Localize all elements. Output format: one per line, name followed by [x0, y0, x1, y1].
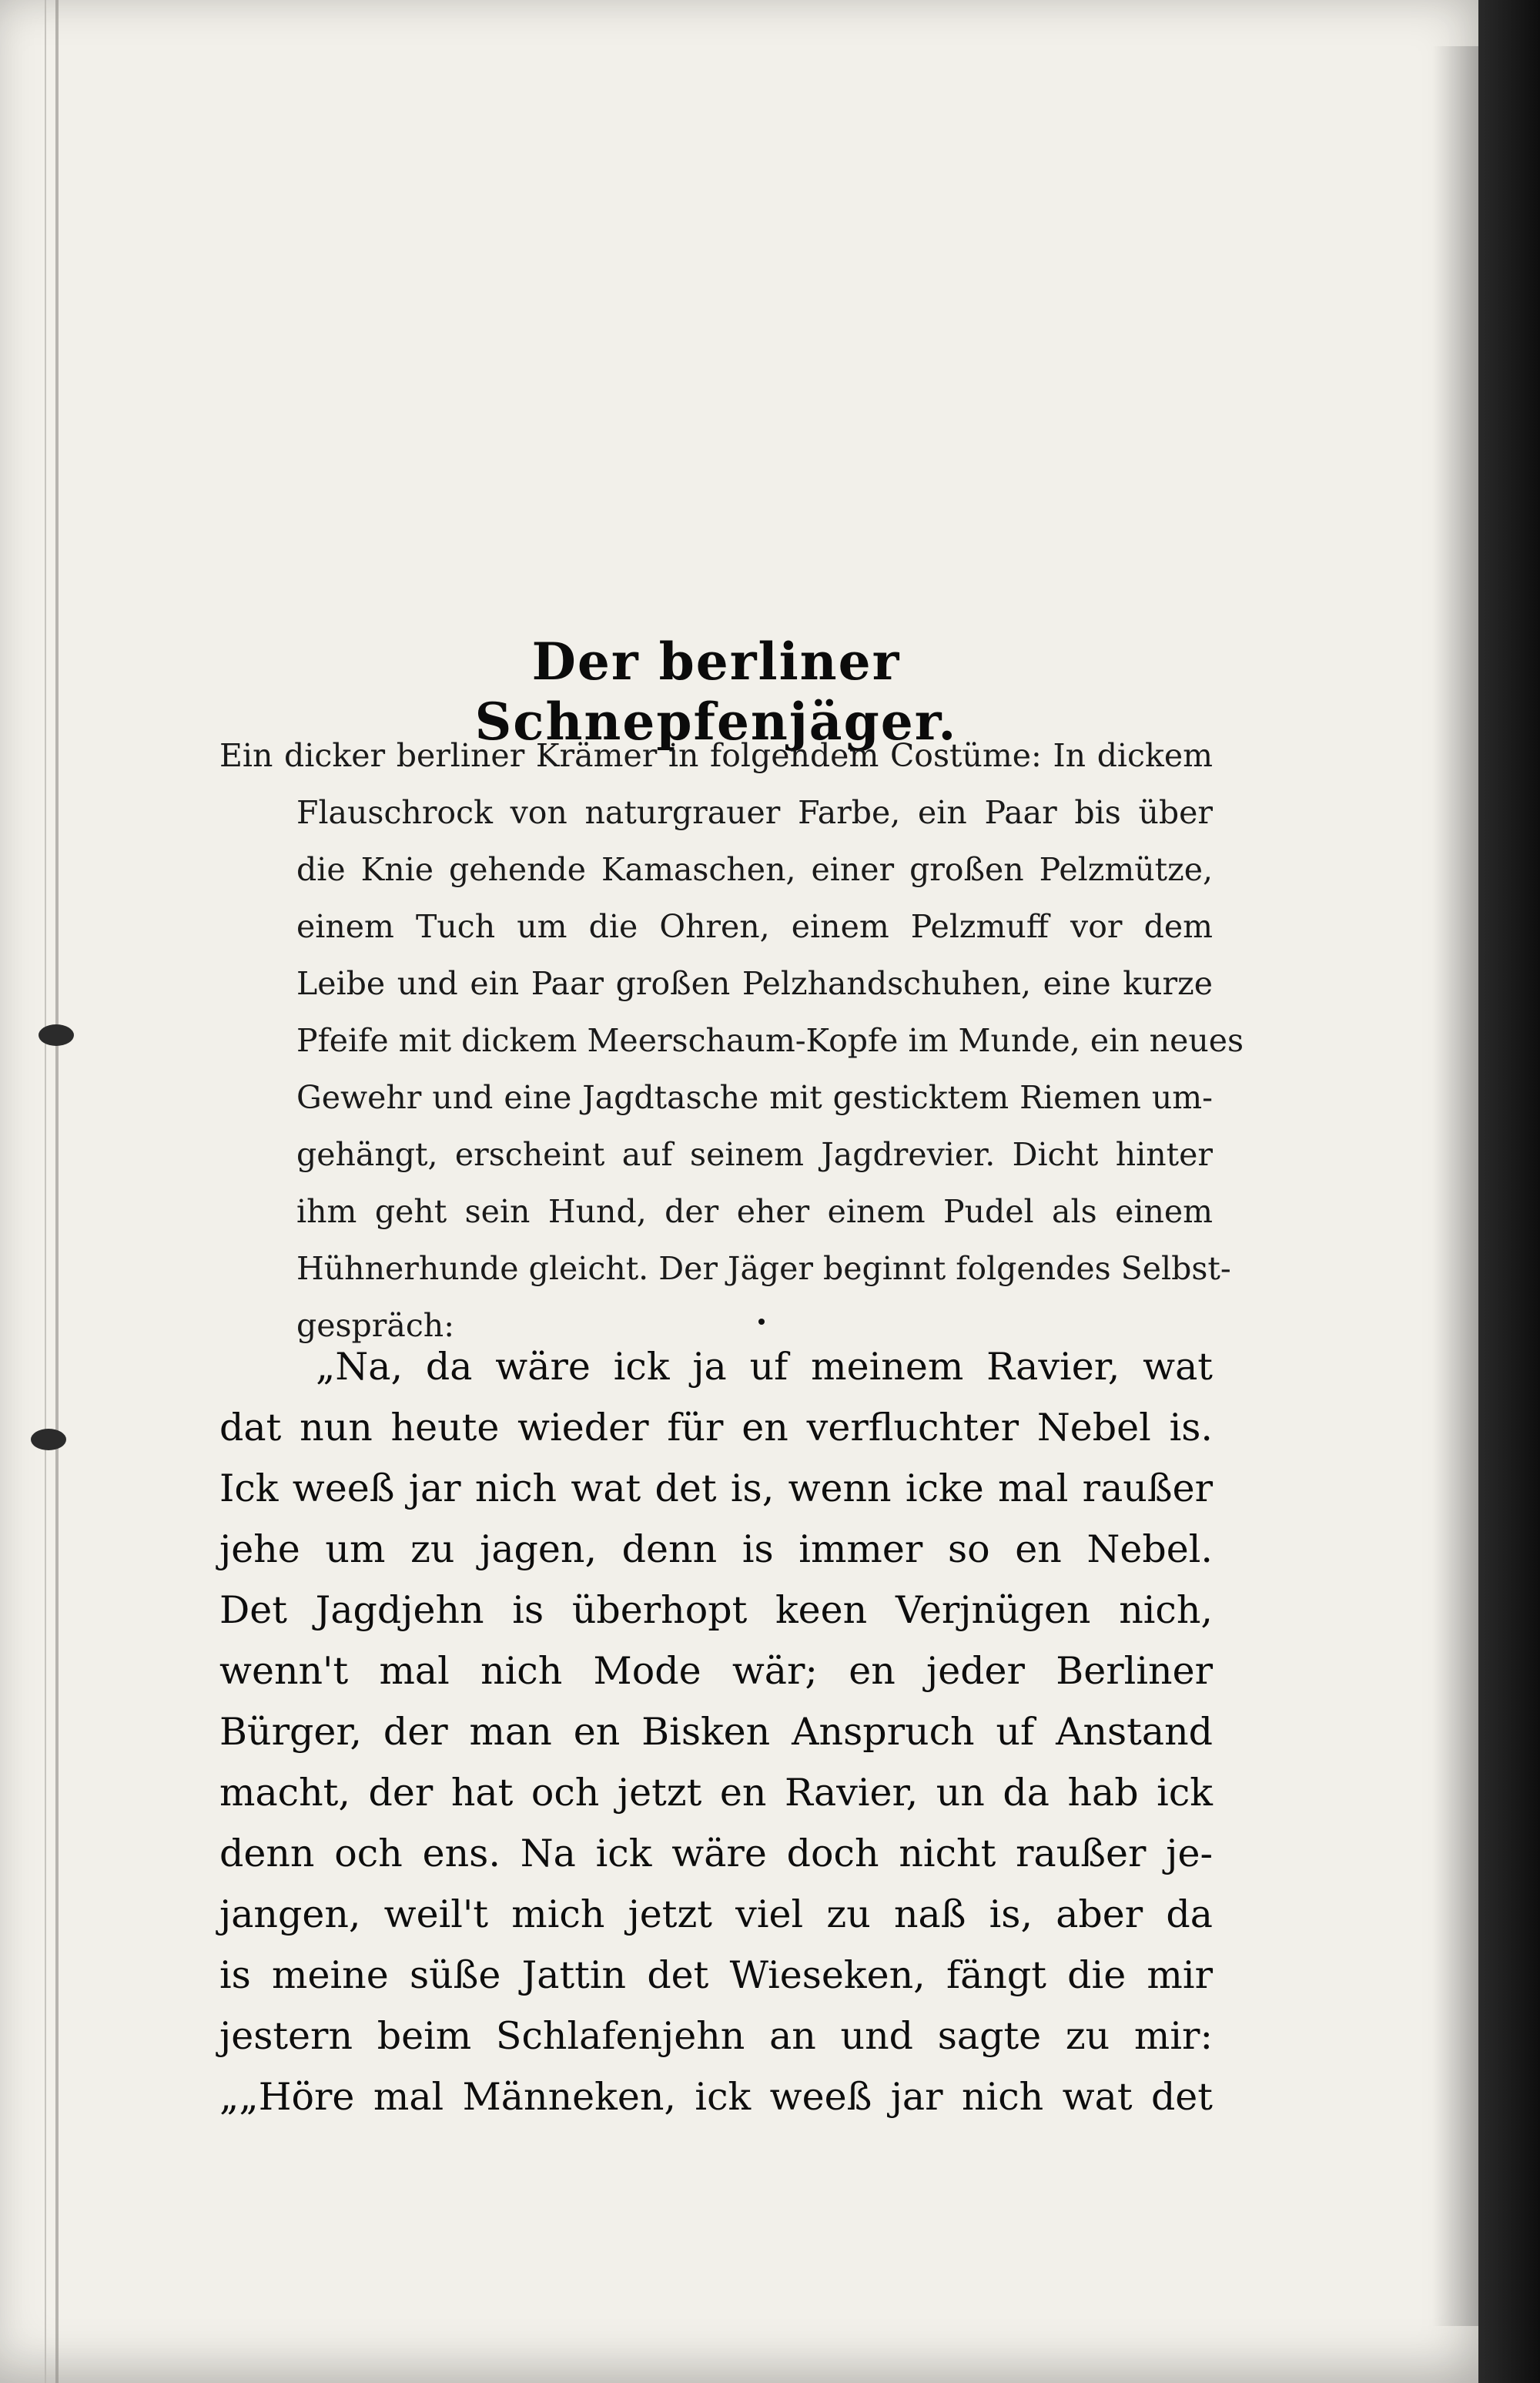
speech-line: is meine süße Jattin det Wieseken, fängt die mir — [219, 1953, 1213, 1997]
binding-hole-lower — [31, 1429, 66, 1450]
speech-line: „„Höre mal Männeken, ick weeß jar nich wat det — [219, 2075, 1213, 2119]
binding-hole-upper — [38, 1024, 74, 1046]
separator-dot — [758, 1319, 765, 1325]
stage-line: ihm geht sein Hund, der eher einem Pudel als einem — [296, 1193, 1213, 1230]
binding-crease — [45, 0, 46, 2383]
stage-line: Gewehr und eine Jagdtasche mit gesticktem Riemen um- — [296, 1079, 1213, 1116]
stage-direction — [219, 727, 1244, 1354]
speech-line: Bürger, der man en Bisken Anspruch uf Anstand — [219, 1710, 1213, 1754]
speech-line: „Na, da wäre ick ja uf meinem Ravier, wat — [316, 1345, 1213, 1389]
stage-line: Hühnerhunde gleicht. Der Jäger beginnt folgendes Selbst- — [296, 1250, 1231, 1287]
speech-line: wenn't mal nich Mode wär; en jeder Berliner — [219, 1649, 1213, 1693]
speech-line: jangen, weil't mich jetzt viel zu naß is, aber da — [219, 1892, 1213, 1936]
stage-line: Leibe und ein Paar großen Pelzhandschuhen, eine kurze — [296, 965, 1213, 1002]
speech-line: Ick weeß jar nich wat det is, wenn icke mal raußer — [219, 1466, 1213, 1510]
speech-line: jehe um zu jagen, denn is immer so en Nebel. — [219, 1527, 1213, 1571]
binding-shadow — [55, 0, 59, 2383]
stage-line: gehängt, erscheint auf seinem Jagdrevier. Dicht hinter — [296, 1136, 1213, 1173]
speech-line: macht, der hat och jetzt en Ravier, un da hab ick — [219, 1771, 1213, 1815]
speech-line: denn och ens. Na ick wäre doch nicht raußer je- — [219, 1832, 1213, 1875]
stage-line: Flauschrock von naturgrauer Farbe, ein Paar bis über — [296, 794, 1213, 831]
page-title: Der berliner Schnepfenjäger. — [474, 632, 958, 752]
speech-line: Det Jagdjehn is überhopt keen Verjnügen nich, — [219, 1588, 1213, 1632]
stage-line: Pfeife mit dickem Meerschaum-Kopfe im Munde, ein neues — [296, 1022, 1244, 1059]
monologue — [219, 1336, 1213, 2127]
book-edge-background — [1478, 0, 1540, 2383]
stage-line: gespräch: — [296, 1307, 455, 1344]
stage-line: Ein dicker berliner Krämer in folgendem Costüme: In dickem — [219, 737, 1213, 774]
speech-line: jestern beim Schlafenjehn an und sagte zu mir: — [219, 2014, 1213, 2058]
speech-line: dat nun heute wieder für en verfluchter Nebel is. — [219, 1406, 1213, 1450]
stage-line: einem Tuch um die Ohren, einem Pelzmuff vor dem — [296, 908, 1213, 945]
stage-line: die Knie gehende Kamaschen, einer großen Pelzmütze, — [296, 851, 1213, 888]
